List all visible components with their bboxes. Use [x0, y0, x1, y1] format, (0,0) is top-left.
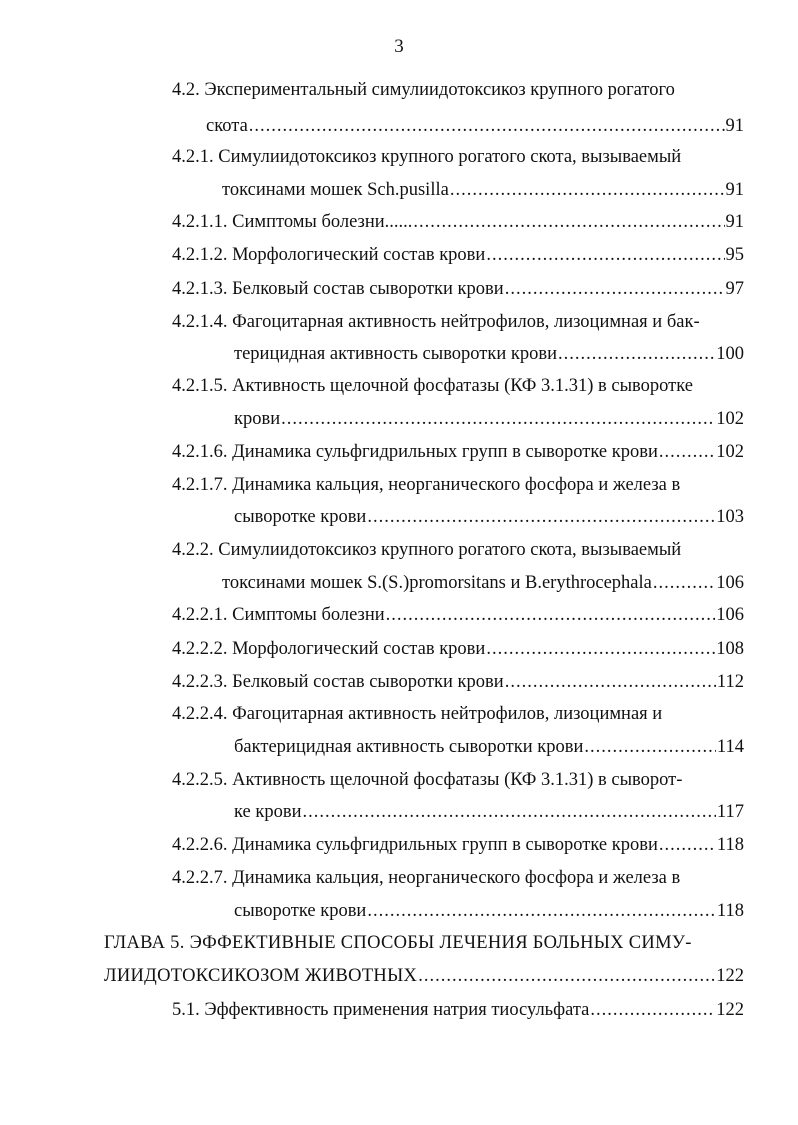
dot-leader: [505, 277, 725, 301]
page-number: 3: [394, 36, 404, 57]
toc-entry-4-2-2-title: 4.2.2. Симулиидотоксикоз крупного рогатого скота, вызываемый: [172, 540, 682, 560]
toc-page-number: 91: [725, 180, 744, 200]
toc-entry-text: 4.2.1.6. Динамика сульфгидрильных групп в сыворотке крови: [172, 442, 658, 462]
toc-entry-text: 4.2.2.1. Симптомы болезни: [172, 605, 385, 625]
dot-leader: [486, 243, 724, 267]
toc-entry-text: ЛИИДОТОКСИКОЗОМ ЖИВОТНЫХ: [104, 966, 418, 986]
toc-entry-text: скота: [206, 116, 248, 136]
dot-leader: [558, 342, 715, 366]
dot-leader: [303, 800, 716, 824]
toc-entry-4-2-2-5-leader: [234, 800, 744, 824]
toc-entry-text: токсинами мошек S.(S.)promorsitans и B.erythrocephala: [222, 573, 652, 593]
toc-page-number: 122: [716, 966, 744, 986]
toc-entry-4-2-1-7-title: 4.2.1.7. Динамика кальция, неорганического фосфора и железа в: [172, 475, 681, 495]
toc-page-number: 106: [716, 605, 744, 625]
toc-entry-text: 4.2.1.2. Морфологический состав крови: [172, 245, 486, 265]
toc-page-number: 91: [725, 116, 744, 136]
toc-entry-4-2-2-3: [172, 670, 744, 694]
toc-entry-4-2-2-7-leader: [234, 899, 744, 923]
toc-entry-4-2-2-1: [172, 603, 744, 627]
toc-entry-4-2-leader: [206, 114, 744, 138]
toc-page-number: 117: [716, 802, 744, 822]
toc-page-number: 102: [716, 409, 744, 429]
toc-entry-text: крови: [234, 409, 281, 429]
toc-entry-text: 4.2.2.2. Морфологический состав крови: [172, 639, 486, 659]
toc-page-number: 106: [716, 573, 744, 593]
toc-entry-4-2-2-2: [172, 637, 744, 661]
toc-entry-4-2-2-5-title: 4.2.2.5. Активность щелочной фосфатазы (КФ 3.1.31) в сыворот-: [172, 770, 683, 790]
dot-leader: [418, 964, 715, 988]
toc-page-number: 97: [725, 279, 744, 299]
dot-leader: [659, 833, 716, 857]
dot-leader: [653, 571, 715, 595]
toc-page-number: 91: [725, 212, 744, 232]
dot-leader: [281, 407, 715, 431]
dot-leader: [386, 603, 716, 627]
toc-entry-4-2-title: 4.2. Экспериментальный симулиидотоксикоз крупного рогатого: [172, 80, 675, 100]
dot-leader: [367, 899, 716, 923]
dot-leader: [505, 670, 716, 694]
toc-entry-4-2-1-6: [172, 440, 744, 464]
toc-entry-text: сыворотке крови: [234, 901, 367, 921]
toc-entry-4-2-2-6: [172, 833, 744, 857]
toc-entry-text: бактерицидная активность сыворотки крови: [234, 737, 584, 757]
toc-chapter-5-title: ГЛАВА 5. ЭФФЕКТИВНЫЕ СПОСОБЫ ЛЕЧЕНИЯ БОЛЬНЫХ СИМУ-: [104, 933, 692, 953]
toc-page-number: 102: [716, 442, 744, 462]
toc-page-number: 95: [725, 245, 744, 265]
toc-entry-4-2-1-title: 4.2.1. Симулиидотоксикоз крупного рогатого скота, вызываемый: [172, 147, 682, 167]
toc-entry-4-2-2-4-title: 4.2.2.4. Фагоцитарная активность нейтрофилов, лизоцимная и: [172, 704, 663, 724]
toc-page-number: 112: [716, 672, 744, 692]
toc-entry-4-2-2-leader: [222, 571, 744, 595]
toc-page-number: 103: [716, 507, 744, 527]
toc-entry-4-2-1-4-title: 4.2.1.4. Фагоцитарная активность нейтрофилов, лизоцимная и бак-: [172, 312, 700, 332]
toc-entry-4-2-2-7-title: 4.2.2.7. Динамика кальция, неорганического фосфора и железа в: [172, 868, 681, 888]
toc-entry-4-2-1-4-leader: [234, 342, 744, 366]
toc-entry-text: токсинами мошек Sch.pusilla: [222, 180, 449, 200]
toc-entry-text: 4.2.1.1. Симптомы болезни......: [172, 212, 413, 232]
dot-leader: [450, 178, 725, 202]
dot-leader: [367, 505, 715, 529]
dot-leader: [659, 440, 715, 464]
dot-leader: [584, 735, 716, 759]
toc-entry-text: сыворотке крови: [234, 507, 367, 527]
dot-leader: [590, 998, 715, 1022]
toc-entry-4-2-1-7-leader: [234, 505, 744, 529]
toc-page-number: 114: [716, 737, 744, 757]
toc-entry-4-2-1-leader: [222, 178, 744, 202]
toc-page-number: 100: [716, 344, 744, 364]
toc-entry-text: 5.1. Эффективность применения натрия тиосульфата: [172, 1000, 590, 1020]
toc-entry-text: ке крови: [234, 802, 302, 822]
toc-entry-4-2-2-4-leader: [234, 735, 744, 759]
toc-entry-text: 4.2.2.3. Белковый состав сыворотки крови: [172, 672, 504, 692]
dot-leader: [249, 114, 725, 138]
toc-page-number: 122: [716, 1000, 744, 1020]
toc-entry-5-1: [172, 998, 744, 1022]
toc-entry-4-2-1-1: [172, 210, 744, 234]
toc-entry-text: 4.2.2.6. Динамика сульфгидрильных групп в сыворотке крови: [172, 835, 658, 855]
toc-entry-4-2-1-5-title: 4.2.1.5. Активность щелочной фосфатазы (КФ 3.1.31) в сыворотке: [172, 376, 693, 396]
toc-page-number: 118: [716, 835, 744, 855]
toc-page-number: 108: [716, 639, 744, 659]
toc-page-number: 118: [716, 901, 744, 921]
toc-entry-4-2-1-2: [172, 243, 744, 267]
toc-entry-text: 4.2.1.3. Белковый состав сыворотки крови: [172, 279, 504, 299]
toc-entry-text: терицидная активность сыворотки крови: [234, 344, 558, 364]
dot-leader: [486, 637, 715, 661]
dot-leader: [413, 210, 724, 234]
toc-entry-4-2-1-5-leader: [234, 407, 744, 431]
toc-chapter-5-leader: [104, 964, 744, 988]
toc-entry-4-2-1-3: [172, 277, 744, 301]
